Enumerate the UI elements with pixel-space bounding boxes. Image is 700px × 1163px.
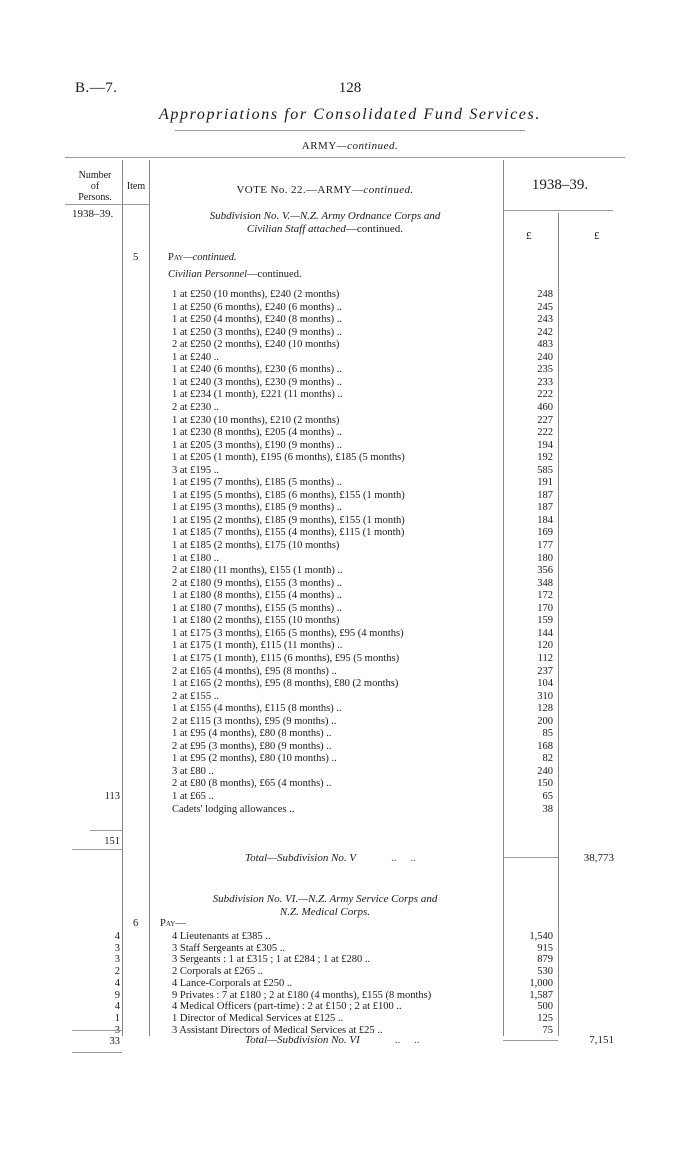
table-row-description: 1 at £195 (7 months), £185 (5 months) .. <box>172 477 343 488</box>
table-row-description: 2 at £230 .. <box>172 402 219 413</box>
persons-total-rule-6-bottom <box>72 1052 122 1053</box>
subdivision-5-total-label: Total—Subdivision No. V .. .. <box>245 852 416 864</box>
table-row-description: 1 at £234 (1 month), £221 (11 months) .. <box>172 389 343 400</box>
table-row-description: 1 at £95 (2 months), £80 (10 months) .. <box>172 753 337 764</box>
amount-column-divider <box>503 160 504 1036</box>
subdivision-5-heading-continued: —continued. <box>345 223 404 235</box>
table-row-amount: 184 <box>537 515 553 526</box>
table-row-amount: 112 <box>537 653 553 664</box>
subdivision-6-persons-total: 33 <box>109 1036 120 1047</box>
table-row-amount: 460 <box>537 402 553 413</box>
persons-subtotal-rule <box>90 830 122 831</box>
table-row-amount: 237 <box>537 666 553 677</box>
table-row-amount: 530 <box>537 966 553 977</box>
civilian-personnel-heading <box>168 269 302 280</box>
subdivision-5-total-text: Total—Subdivision No. V <box>245 852 357 864</box>
table-row-persons: 4 <box>114 1001 120 1012</box>
table-row-description: 2 at £155 .. <box>172 691 219 702</box>
table-row-description: 2 at £180 (11 months), £155 (1 month) .. <box>172 565 343 576</box>
table-row-amount: 245 <box>537 302 553 313</box>
section-continued: —continued. <box>336 140 399 152</box>
table-row-amount: 150 <box>537 778 553 789</box>
civilian-personnel-continued: —continued. <box>247 269 302 280</box>
table-row-amount: 1,587 <box>529 990 553 1001</box>
year-header-rule <box>503 210 613 211</box>
table-row-description: 4 Lance-Corporals at £250 .. <box>172 978 293 989</box>
page-title: Appropriations for Consolidated Fund Services. <box>159 106 541 123</box>
table-row-amount: 159 <box>537 615 553 626</box>
subdivision-5-heading-text: Civilian Staff attached <box>246 223 346 235</box>
table-row-description: 1 at £240 (6 months), £230 (6 months) .. <box>172 364 343 375</box>
table-row-description: Cadets' lodging allowances .. <box>172 804 295 815</box>
year-header: 1938–39. <box>531 177 589 193</box>
table-row-description: 1 at £180 (7 months), £155 (5 months) .. <box>172 603 343 614</box>
persons-header-line: Number <box>78 170 112 181</box>
table-row-amount: 194 <box>537 440 553 451</box>
table-row-amount: 240 <box>537 766 553 777</box>
table-row-description: 1 at £175 (1 month), £115 (6 months), £95 (5 months) <box>172 653 400 664</box>
subdivision-5-heading <box>150 210 500 236</box>
table-row-description: 2 at £165 (4 months), £95 (8 months) .. <box>172 666 337 677</box>
table-row-persons: 9 <box>114 990 120 1001</box>
table-row-persons: 113 <box>104 791 120 802</box>
vote-title-text: VOTE No. 22.—ARMY— <box>236 184 364 196</box>
table-row-amount: 65 <box>542 791 553 802</box>
table-row-amount: 169 <box>537 527 553 538</box>
table-row-amount: 75 <box>542 1025 553 1036</box>
table-row-description: 1 at £205 (1 month), £195 (6 months), £185 (5 months) <box>172 452 405 463</box>
table-row-description: 1 at £240 .. <box>172 352 219 363</box>
table-row-description: 1 at £185 (2 months), £175 (10 months) <box>172 540 340 551</box>
table-row-amount: 120 <box>537 640 553 651</box>
table-row-description: 1 at £65 .. <box>172 791 214 802</box>
table-row-description: 4 Lieutenants at £385 .. <box>172 931 271 942</box>
table-row-amount: 235 <box>537 364 553 375</box>
table-row-description: 1 at £95 (4 months), £80 (8 months) .. <box>172 728 332 739</box>
table-row-description: 1 at £155 (4 months), £115 (8 months) .. <box>172 703 342 714</box>
table-row-amount: 915 <box>537 943 553 954</box>
table-row-description: 1 at £250 (6 months), £240 (6 months) .. <box>172 302 343 313</box>
persons-column-header <box>68 170 122 203</box>
subtotal-column-divider <box>558 213 559 1036</box>
persons-header-line: of <box>90 181 100 192</box>
table-row-persons: 4 <box>114 978 120 989</box>
vote-title <box>150 184 500 196</box>
table-row-description: 1 at £195 (2 months), £185 (9 months), £155 (1 month) <box>172 515 405 526</box>
table-row-description: 2 at £80 (8 months), £65 (4 months) .. <box>172 778 332 789</box>
pay-heading-6: Pay— <box>160 918 186 929</box>
pay-continued: —continued. <box>183 252 237 263</box>
subdivision-6-total-amount: 7,151 <box>589 1034 614 1046</box>
pay-label: Pay <box>168 252 184 263</box>
table-row-amount: 222 <box>537 427 553 438</box>
table-row-amount: 1,000 <box>529 978 553 989</box>
table-row-amount: 172 <box>537 590 553 601</box>
table-row-amount: 82 <box>542 753 553 764</box>
subdivision-6-heading <box>150 893 500 919</box>
table-row-amount: 187 <box>537 490 553 501</box>
table-row-description: 2 at £180 (9 months), £155 (3 months) .. <box>172 578 343 589</box>
table-row-description: 9 Privates : 7 at £180 ; 2 at £180 (4 months), £155 (8 months) <box>172 990 432 1001</box>
table-row-amount: 144 <box>537 628 553 639</box>
subdivision-6-heading-line1: Subdivision No. VI.—N.Z. Army Service Corps and <box>212 893 438 905</box>
table-row-description: 1 at £250 (4 months), £240 (8 months) .. <box>172 314 343 325</box>
vote-title-continued: continued. <box>363 184 414 196</box>
subdivision-6-total-text: Total—Subdivision No. VI <box>245 1034 360 1046</box>
subtotal-rule-5 <box>503 857 558 858</box>
persons-header-rule <box>65 204 122 205</box>
subdivision-6-heading-line2: N.Z. Medical Corps. <box>279 906 371 918</box>
table-row-persons: 2 <box>114 966 120 977</box>
table-row-amount: 191 <box>537 477 553 488</box>
table-row-description: 3 Staff Sergeants at £305 .. <box>172 943 286 954</box>
table-row-amount: 128 <box>537 703 553 714</box>
table-row-amount: 192 <box>537 452 553 463</box>
page-number: 128 <box>338 80 362 96</box>
table-row-description: 2 Corporals at £265 .. <box>172 966 263 977</box>
table-row-amount: 233 <box>537 377 553 388</box>
pay-heading <box>168 252 237 263</box>
table-row-description: 3 at £195 .. <box>172 465 219 476</box>
table-row-description: 1 Director of Medical Services at £125 .. <box>172 1013 344 1024</box>
table-row-persons: 4 <box>114 931 120 942</box>
table-row-description: 1 at £250 (10 months), £240 (2 months) <box>172 289 340 300</box>
table-row-description: 1 at £180 .. <box>172 553 219 564</box>
table-row-description: 2 at £95 (3 months), £80 (9 months) .. <box>172 741 332 752</box>
table-row-description: 3 Assistant Directors of Medical Services at £25 .. <box>172 1025 383 1036</box>
section-heading <box>0 140 700 152</box>
table-row-description: 3 at £80 .. <box>172 766 214 777</box>
table-row-amount: 168 <box>537 741 553 752</box>
document-reference: B.—7. <box>75 80 118 96</box>
table-row-amount: 222 <box>537 389 553 400</box>
table-row-amount: 483 <box>537 339 553 350</box>
persons-header-line: Persons. <box>78 192 112 203</box>
table-row-persons: 1 <box>114 1013 120 1024</box>
table-top-rule <box>65 157 625 158</box>
table-row-persons: 3 <box>114 943 120 954</box>
table-row-description: 1 at £195 (5 months), £185 (6 months), £155 (1 month) <box>172 490 405 501</box>
item-number-6: 6 <box>133 918 139 929</box>
table-row-amount: 240 <box>537 352 553 363</box>
table-row-amount: 1,540 <box>529 931 553 942</box>
table-row-description: 1 at £185 (7 months), £155 (4 months), £115 (1 month) <box>172 527 405 538</box>
table-row-amount: 500 <box>537 1001 553 1012</box>
subdivision-5-total-amount: 38,773 <box>583 852 614 864</box>
section-name: ARMY <box>301 140 337 152</box>
persons-year-label: 1938–39. <box>72 208 114 220</box>
item-header-rule <box>122 204 149 205</box>
civilian-personnel-label: Civilian Personnel <box>168 269 248 280</box>
title-rule <box>175 130 525 131</box>
subdivision-5-persons-total: 151 <box>104 836 120 847</box>
table-row-persons: 3 <box>114 1025 120 1036</box>
table-row-amount: 243 <box>537 314 553 325</box>
table-row-description: 1 at £195 (3 months), £185 (9 months) .. <box>172 502 343 513</box>
table-row-description: 1 at £175 (3 months), £165 (5 months), £95 (4 months) <box>172 628 404 639</box>
table-row-amount: 200 <box>537 716 553 727</box>
table-row-description: 1 at £205 (3 months), £190 (9 months) .. <box>172 440 343 451</box>
persons-total-rule <box>72 849 122 850</box>
table-row-amount: 177 <box>537 540 553 551</box>
persons-column-divider <box>122 160 123 1036</box>
table-row-description: 1 at £250 (3 months), £240 (9 months) .. <box>172 327 343 338</box>
table-row-description: 1 at £230 (10 months), £210 (2 months) <box>172 415 340 426</box>
table-row-amount: 170 <box>537 603 553 614</box>
table-row-description: 4 Medical Officers (part-time) : 2 at £150 ; 2 at £100 .. <box>172 1001 402 1012</box>
table-row-amount: 242 <box>537 327 553 338</box>
table-row-amount: 85 <box>542 728 553 739</box>
subdivision-5-heading-line2 <box>150 223 500 236</box>
table-row-amount: 248 <box>537 289 553 300</box>
table-row-description: 2 at £250 (2 months), £240 (10 months) <box>172 339 340 350</box>
item-number-5: 5 <box>133 252 139 263</box>
table-row-description: 2 at £115 (3 months), £95 (9 months) .. <box>172 716 337 727</box>
table-row-amount: 310 <box>537 691 553 702</box>
table-row-description: 1 at £165 (2 months), £95 (8 months), £80 (2 months) <box>172 678 399 689</box>
table-row-description: 3 Sergeants : 1 at £315 ; 1 at £284 ; 1 at £280 .. <box>172 954 371 965</box>
subdivision-6-total-label: Total—Subdivision No. VI .. .. <box>245 1034 420 1046</box>
pound-symbol-amounts: £ <box>526 230 532 242</box>
table-row-description: 1 at £175 (1 month), £115 (11 months) .. <box>172 640 343 651</box>
table-row-description: 1 at £180 (2 months), £155 (10 months) <box>172 615 340 626</box>
table-row-amount: 356 <box>537 565 553 576</box>
table-row-description: 1 at £180 (8 months), £155 (4 months) .. <box>172 590 343 601</box>
table-row-description: 1 at £240 (3 months), £230 (9 months) .. <box>172 377 343 388</box>
table-row-amount: 187 <box>537 502 553 513</box>
item-column-header: Item <box>126 181 146 192</box>
table-row-amount: 38 <box>542 804 553 815</box>
table-row-persons: 3 <box>114 954 120 965</box>
subtotal-rule-6 <box>503 1040 558 1041</box>
subdivision-5-heading-line1: Subdivision No. V.—N.Z. Army Ordnance Corps and <box>209 210 441 222</box>
table-row-amount: 585 <box>537 465 553 476</box>
persons-total-rule-6 <box>72 1030 122 1031</box>
table-row-amount: 104 <box>537 678 553 689</box>
pound-symbol-totals: £ <box>594 230 600 242</box>
table-row-amount: 348 <box>537 578 553 589</box>
table-row-amount: 879 <box>537 954 553 965</box>
table-row-amount: 125 <box>537 1013 553 1024</box>
table-row-amount: 180 <box>537 553 553 564</box>
table-row-description: 1 at £230 (8 months), £205 (4 months) .. <box>172 427 343 438</box>
table-row-amount: 227 <box>537 415 553 426</box>
